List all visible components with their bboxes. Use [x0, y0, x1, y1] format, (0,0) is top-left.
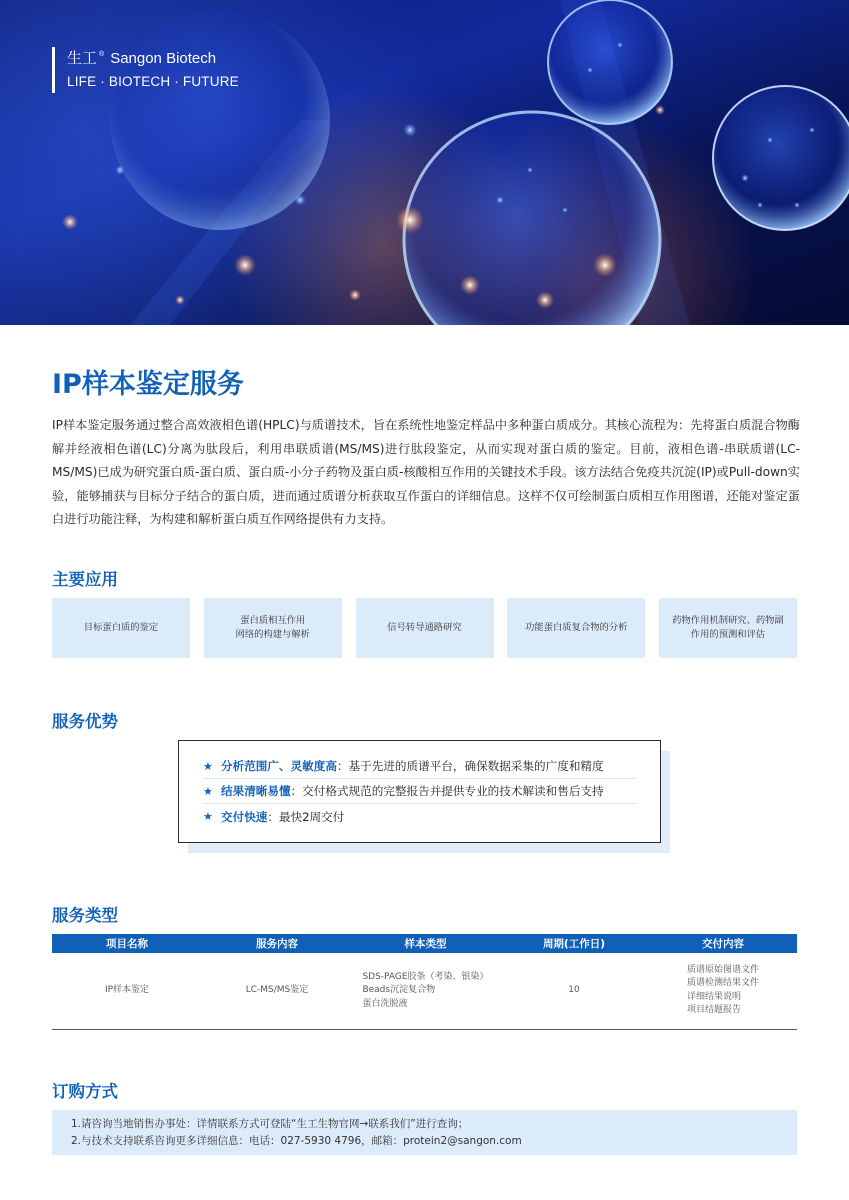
application-card: [659, 598, 797, 658]
advantage-text: ：交付格式规范的完整报告并提供专业的技术解读和售后支持: [290, 784, 604, 798]
page-title: IP样本鉴定服务: [52, 369, 244, 400]
advantage-item: [203, 754, 636, 779]
application-label: 功能蛋白质复合物的分析: [525, 622, 628, 633]
logo-chinese-name: 生工: [67, 49, 98, 67]
deliverable: 质谱检测结果文件: [686, 978, 759, 989]
deliverable: 项目结题报告: [686, 1005, 741, 1016]
advantage-heading: 交付快速: [221, 809, 268, 824]
application-label: 蛋白质相互作用 网络的构建与解析: [235, 615, 310, 640]
intro-paragraph: IP样本鉴定服务通过整合高效液相色谱(HPLC)与质谱技术，旨在系统性地鉴定样品中多种蛋白质成分。其核心流程为：先将蛋白质混合物酶解并经液相色谱(LC)分离为肽段后，利用串联质谱(MS/MS)进行肽段鉴定，从而实现对蛋白质的鉴定。目前，液相色谱-串联质谱(LC-MS/MS)已成为研究蛋白质-蛋白质、蛋白质-小分子药物及蛋白质-核酸相互作用的关键技术手段。该方法结合免疫共沉淀(IP)或Pull-down实验，能够捕获与目标分子结合的蛋白质，进而通过质谱分析获取互作蛋白的详细信息。这样不仅可绘制蛋白质相互作用图谱，还能对鉴定蛋白进行功能注释，为构建和解析蛋白质互作网络提供有力支持。: [52, 418, 800, 526]
application-label: 目标蛋白质的鉴定: [83, 622, 159, 633]
service-types-title: 服务类型: [52, 906, 118, 925]
column-header: 交付内容: [649, 934, 797, 953]
advantages-title: 服务优势: [52, 712, 118, 731]
deliverable: 质谱原始图谱文件: [686, 964, 759, 975]
sample-type: SDS-PAGE胶条（考染、银染）: [362, 971, 489, 982]
column-header: 样本类型: [352, 934, 499, 953]
logo-tagline: LIFE · BIOTECH · FUTURE: [67, 74, 239, 89]
application-card: [52, 598, 190, 658]
cell-period: 10: [499, 953, 649, 1029]
ordering-title: 订购方式: [52, 1082, 118, 1101]
cell-project-name: IP样本鉴定: [52, 953, 202, 1029]
sample-type: Beads沉淀复合物: [362, 985, 436, 995]
advantage-item: [203, 779, 636, 804]
ordering-box: [52, 1110, 797, 1155]
cell-service-content: LC-MS/MS鉴定: [202, 953, 352, 1029]
sample-type: 蛋白洗脱液: [362, 998, 408, 1009]
logo-english-name: Sangon Biotech: [110, 50, 217, 67]
hero-banner: [0, 0, 849, 325]
application-label: 药物作用机制研究、药物副 作用的预测和评估: [672, 615, 784, 640]
service-table: [52, 934, 797, 1030]
table-header-row: [52, 934, 797, 953]
cell-sample-types: [352, 953, 499, 1029]
column-header: 服务内容: [202, 934, 352, 953]
applications-title: 主要应用: [52, 570, 118, 589]
advantage-heading: 分析范围广、灵敏度高: [221, 759, 337, 773]
cell-deliverables: [649, 953, 797, 1029]
brand-logo: [52, 47, 239, 93]
deliverable: 详细结果说明: [686, 991, 741, 1002]
column-header: 项目名称: [52, 934, 202, 953]
application-label: 信号转导通路研究: [387, 622, 462, 633]
applications-list: [52, 598, 797, 658]
advantage-item: [203, 804, 636, 829]
star-icon: ★: [203, 784, 213, 798]
advantage-text: ：基于先进的质谱平台，确保数据采集的广度和精度: [336, 759, 604, 773]
advantage-text: ：最快2周交付: [267, 809, 345, 824]
table-row: [52, 953, 797, 1029]
star-icon: ★: [203, 759, 213, 773]
advantage-heading: 结果清晰易懂: [221, 784, 291, 798]
logo-divider: [52, 47, 55, 93]
registered-mark: ®: [99, 51, 105, 58]
ordering-line: 1.请咨询当地销售办事处：详情联系方式可登陆“生工生物官网→联系我们”进行查询；: [71, 1118, 469, 1130]
application-card: [507, 598, 645, 658]
application-card: [204, 598, 342, 658]
application-card: [356, 598, 494, 658]
advantages-box: [178, 740, 661, 843]
ordering-line: 2.与技术支持联系咨询更多详细信息：电话：027-5930 4796，邮箱：protein2@sangon.com: [71, 1135, 522, 1147]
star-icon: ★: [203, 810, 213, 823]
column-header: 周期(工作日): [499, 934, 649, 953]
